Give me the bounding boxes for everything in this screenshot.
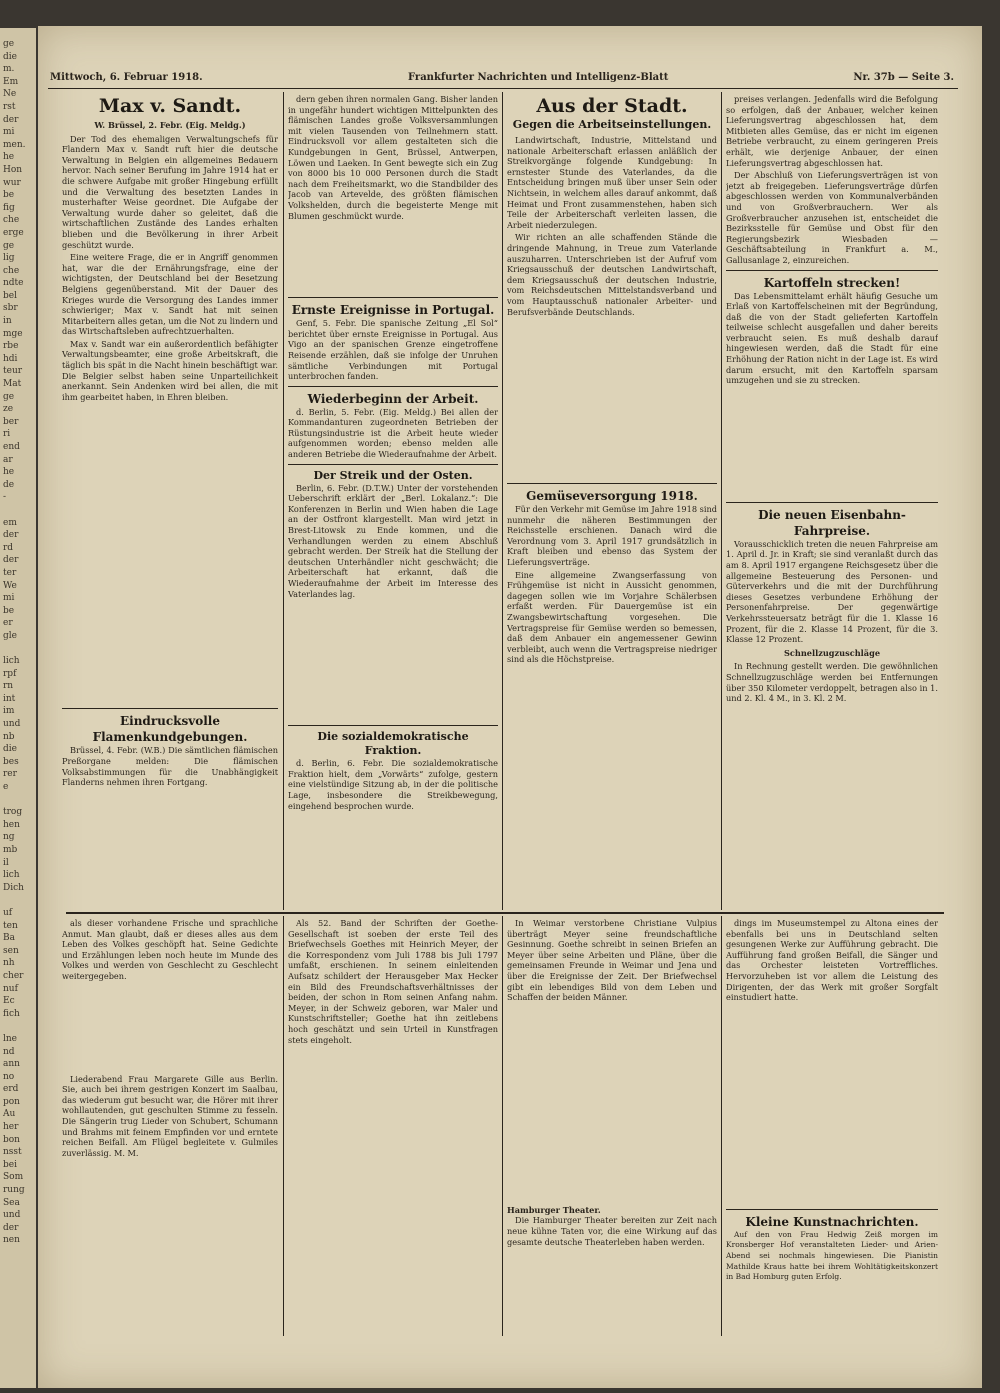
- article-paragraph: Max v. Sandt war ein außerordentlich befähigter Verwaltungsbeamter, eine große Arbeitskraft, die täglich bis spät in die Nacht hinein beschäftigt war. Die Belgier selbst haben seine Unparteilichkeit anerkannt. Sein Andenken wird bei allen, die mit ihm gearbeitet haben, in Ehren bleiben.: [62, 338, 278, 402]
- article-title-arbeitseinstellungen: Gegen die Arbeitseinstellungen.: [512, 118, 712, 131]
- masthead-page-number: Nr. 37b — Seite 3.: [853, 72, 954, 83]
- divider: [726, 502, 938, 503]
- section-rule: [66, 912, 944, 914]
- divider: [288, 464, 498, 465]
- article-paragraph: Auf den von Frau Hedwig Zeiß morgen im Kronsberger Hof veranstalteten Lieder- und Arien-Abend sei nochmals hingewiesen. Die Pianistin Mathilde Kraus hatte bei ihrem Wohltätigkeitskonzert in Bad Homburg guten Erfolg.: [726, 1229, 938, 1282]
- article-title-max-v-sandt: Max v. Sandt.: [98, 95, 242, 117]
- article-paragraph: Berlin, 6. Febr. (D.T.W.) Unter der vorstehenden Ueberschrift erklärt der „Berl. Lokalanz.“: Die Konferenzen in Berlin und Wien haben die Lage an der Ostfront klargestellt. Man wird jetzt in Brest-Litowsk zu Ende kommen, und die Verhandlungen werden zu einem Abschluß gebracht werden. Der Streik hat die Stellung der deutschen Unterhändler nicht geschwächt; die Arbeiterschaft hat erkannt, daß die Wiederaufnahme der Arbeit im Interesse des Vaterlandes lag.: [288, 482, 498, 599]
- masthead-title: Frankfurter Nachrichten und Intelligenz-Blatt: [408, 72, 669, 83]
- article-paragraph: Landwirtschaft, Industrie, Mittelstand und nationale Arbeiterschaft erlassen anläßlich der Streikvorgänge folgende Kundgebung: In ernstester Stunde des Vaterlandes, da die Entscheidung bringen muß über unser Sein oder Nichtsein, in welchem alles darauf ankommt, daß Heimat und Front zusammenstehen, haben sich Teile der Arbeiterschaft verleiten lassen, die Arbeit niederzulegen.: [507, 135, 717, 230]
- article-paragraph: Der Tod des ehemaligen Verwaltungschefs für Flandern Max v. Sandt ruft hier die deutsche Verwaltung in Belgien ein allgemeines Bedauern hervor. Nach seiner Berufung im Jahre 1914 hat er die schwere Aufgabe mit großer Hingebung erfüllt und die Verwaltung des besetzten Landes in musterhafter Weise geordnet. Die Aufgabe der Verwaltung wurde daher so geleitet, daß die wirtschaftlichen Zustände des Landes erhalten blieben und die Bevölkerung in ihrer Arbeit geschützt wurde.: [62, 133, 278, 250]
- article-paragraph: Eine weitere Frage, die er in Angriff genommen hat, war die der Ernährungsfrage, eine der wichtigsten, der Deutschland bei der Besetzung Belgiens gegenüberstand. Mit der Dauer des Krieges wurde die Versorgung des Landes immer schwieriger; Max v. Sandt hat mit seinen Mitarbeitern alles getan, um die Not zu lindern und das Wirtschaftsleben aufrechtzuerhalten.: [62, 252, 278, 337]
- spacer: [726, 388, 938, 498]
- masthead: [48, 70, 958, 89]
- divider: [288, 386, 498, 387]
- article-paragraph: d. Berlin, 5. Febr. (Eig. Meldg.) Bei allen der Kommandanturen zugeordneten Betrieben der Rüstungsindustrie ist die Arbeit heute wieder aufgenommen worden; ebenso melden alle anderen Betriebe die Wiederaufnahme der Arbeit.: [288, 406, 498, 460]
- column-rule: [721, 92, 722, 910]
- article-paragraph: Eine allgemeine Zwangserfassung von Frühgemüse ist nicht in Aussicht genommen, dagegen sollen wie im Vorjahre Schälerbsen erfaßt werden. Für Dauergemüse ist ein Zwangsbewirtschaftung vorgesehen. Die Vertragspreise für Gemüse werden so bemessen, daß dem Anbauer ein angemessener Gewinn verbleibt, auch wenn die Vertragspreise niedriger sind als die Höchstpreise.: [507, 569, 717, 665]
- divider: [507, 483, 717, 484]
- article-paragraph: als dieser vorhandene Frische und sprachliche Anmut. Man glaubt, daß er dieses alles aus dem Leben des Volkes geschöpft hat. Seine Gedichte und Erzählungen leben noch heute im Munde des Volkes und werden von Geschlecht zu Geschlecht weitergegeben.: [62, 918, 278, 981]
- divider: [726, 1209, 938, 1210]
- article-title-flamenkundgebungen: Eindrucksvolle Flamenkundgebungen.: [92, 714, 248, 745]
- article-title-fahrpreise: Die neuen Eisenbahn-Fahrpreise.: [758, 507, 906, 538]
- masthead-date: Mittwoch, 6. Februar 1918.: [50, 72, 203, 83]
- article-paragraph: dings im Museumstempel zu Altona eines der ebenfalls bei uns in Deutschland selten gesungenen Werke zur Aufführung gebracht. Die Aufführung fand großen Beifall, die Sänger und das Orchester leisteten Vortreffliches. Hervorzuheben ist vor allem die Leistung des Dirigenten, der das Werk mit großer Sorgfalt einstudiert hatte.: [726, 918, 938, 1003]
- divider: [288, 297, 498, 298]
- column-2: [288, 94, 498, 908]
- bottom-column-3: [507, 918, 717, 1338]
- bottom-column-4: [726, 918, 938, 1338]
- article-paragraph: In Rechnung gestellt werden. Die gewöhnlichen Schnellzugzuschläge werden bei Entfernungen über 350 Kilometer verdoppelt, betragen also in 1. und 2. Kl. 4 M., in 3. Kl. 2 M.: [726, 661, 938, 704]
- bottom-column-1: [62, 918, 278, 1338]
- column-rule: [283, 916, 284, 1336]
- column-rule: [283, 92, 284, 910]
- column-4: [726, 94, 938, 908]
- spacer: [62, 984, 278, 1074]
- column-rule: [502, 92, 503, 910]
- adjacent-page-text: ge die m. Em Ne rst der mi men. he Hon wur be fig che erge ge lig che ndte bel sbr in mge rbe hdi teur Mat ge ze ber ri end ar he de - em der rd der ter We mi be er gle lich rpf rn int im und nb die bes rer e trog hen ng mb il lich Dich uf ten Ba sen nh cher nuf Ec fich lne nd ann no erd pon Au her bon nsst bei Som rung Sea und der nen: [3, 39, 26, 1246]
- article-title-wiederbeginn: Wiederbeginn der Arbeit.: [307, 391, 479, 406]
- column-1: [62, 94, 278, 908]
- spacer: [62, 404, 278, 704]
- article-title-fraktion: Die sozialdemokratische Fraktion.: [317, 730, 469, 758]
- article-paragraph: Die Hamburger Theater bereiten zur Zeit nach neue kühne Taten vor, die eine Wirkung auf das gesamte deutsche Theaterleben haben werden.: [507, 1215, 717, 1247]
- article-paragraph: In Weimar verstorbene Christiane Vulpius überträgt Meyer seine freundschaftliche Gesinnung. Goethe schreibt in seinen Briefen an Meyer über seine Arbeiten und Pläne, über die gemeinsamen Freunde in Weimar und Jena und über die Ereignisse der Zeit. Der Briefwechsel gibt ein lebendiges Bild von dem Leben und Schaffen der beiden Männer.: [507, 918, 717, 1003]
- spacer: [288, 601, 498, 721]
- column-rule: [502, 916, 503, 1336]
- article-paragraph: Liederabend Frau Margarete Gille aus Berlin. Sie, auch bei ihrem gestrigen Konzert im Saalbau, das wiederum gut besucht war, die Hörer mit ihrer wohllautenden, gut geschulten Stimme zu fesseln. Die Sängerin trug Lieder von Schubert, Schumann und Brahms mit feinem Empfinden vor und erntete reichen Beifall. Am Flügel begleitete v. Gulmiles zuverlässig. M. M.: [62, 1073, 278, 1158]
- dateline: W. Brüssel, 2. Febr. (Eig. Meldg.): [94, 120, 246, 130]
- article-title-portugal: Ernste Ereignisse in Portugal.: [291, 303, 495, 318]
- article-paragraph: preises verlangen. Jedenfalls wird die Befolgung so erfolgen, daß der Anbauer, welcher keinen Lieferungsvertrag abgeschlossen hat, dem Mitbieten alles Gemüse, das er nicht im eigenen Betriebe verbraucht, zu einem geringeren Preis erhält, wie derjenige Anbauer, der einen Lieferungsvertrag abgeschlossen hat.: [726, 94, 938, 168]
- spacer: [288, 223, 498, 293]
- article-paragraph: Vorausschicklich treten die neuen Fahrpreise am 1. April d. Jr. in Kraft; sie sind veranlaßt durch das am 8. April 1917 ergangene Reichsgesetz über die allgemeine Besteuerung des Personen- und Güterverkehrs und die mit der Durchführung dieses Gesetzes verbundene Erhöhung der Personenfahrpreise. Der gegenwärtige Verkehrssteuersatz beträgt für die 1. Klasse 16 Prozent, für die 2. Klasse 14 Prozent, für die 3. Klasse 12 Prozent.: [726, 538, 938, 645]
- column-3: [507, 94, 717, 908]
- adjacent-page-edge: [0, 28, 36, 1388]
- article-title-kartoffeln: Kartoffeln strecken!: [763, 275, 901, 290]
- article-paragraph: Der Abschluß von Lieferungsverträgen ist von jetzt ab freigegeben. Lieferungsverträge dürfen abgeschlossen werden von Kommunalverbänden und von Großverbrauchern. Wer als Großverbraucher anzusehen ist, entscheidet die Bezirksstelle für Gemüse und Obst für den Regierungsbezirk Wiesbaden — Geschäftsabteilung in Frankfurt a. M., Gallusanlage 2, einzureichen.: [726, 170, 938, 265]
- article-paragraph: Genf, 5. Febr. Die spanische Zeitung „El Sol“ berichtet über ernste Ereignisse in Portugal. Aus Vigo an der spanischen Grenze eingetroffene Reisende erzählen, daß sie infolge der Unruhen sämtliche Verbindungen mit Portugal unterbrochen fanden.: [288, 318, 498, 382]
- article-paragraph: Wir richten an alle schaffenden Stände die dringende Mahnung, in Treue zum Vaterlande auszuharren. Unterschrieben ist der Aufruf vom Kriegsausschuß der deutschen Landwirtschaft, dem Kriegsausschuß der deutschen Industrie, vom Reichsdeutschen Mittelstandsverband und vom Hauptausschuß nationaler Arbeiter- und Berufsverbände Deutschlands.: [507, 232, 717, 317]
- section-title-aus-der-stadt: Aus der Stadt.: [536, 95, 688, 117]
- article-title-hamburger-theater: Hamburger Theater.: [507, 1204, 601, 1215]
- article-paragraph: Für den Verkehr mit Gemüse im Jahre 1918 sind nunmehr die näheren Bestimmungen der Reichsstelle erschienen. Danach wird die Verordnung vom 3. April 1917 grundsätzlich in Kraft bleiben und ebenso das System der Lieferungsverträge.: [507, 504, 717, 568]
- spacer: [507, 319, 717, 479]
- article-paragraph: Das Lebensmittelamt erhält häufig Gesuche um Erlaß von Kartoffelscheinen mit der Begründung, daß die von der Stadt gelieferten Kartoffeln teilweise schlecht ausgefallen und daher bereits verbraucht seien. Es muß deshalb darauf hingewiesen werden, daß die Stadt für eine Erhöhung der Ration nicht in der Lage ist. Es wird darum ersucht, mit den Kartoffeln sparsam umzugehen und sie zu strecken.: [726, 290, 938, 386]
- column-rule: [721, 916, 722, 1336]
- article-paragraph: dern geben ihren normalen Gang. Bisher landen in ungefähr hundert wichtigen Mittelpunkten des flämischen Landes große Volksversammlungen mit vielen Tausenden von Teilnehmern statt. Eindrucksvoll vor allem gestalteten sich die Kundgebungen in Gent, Brüssel, Antwerpen, Löwen und Laeken. In Gent bewegte sich ein Zug von 8000 bis 10 000 Personen durch die Stadt nach dem Freiheitsmarkt, wo die Standbilder des Jacob van Artevelde, des größten flämischen Volkshelden, durch die begeisterte Menge mit Blumen geschmückt wurde.: [288, 94, 498, 221]
- subheading: Schnellzugzuschläge: [783, 647, 881, 658]
- spacer: [507, 1005, 717, 1205]
- article-paragraph: Als 52. Band der Schriften der Goethe-Gesellschaft ist soeben der erste Teil des Briefwechsels Goethes mit Heinrich Meyer, der die Korrespondenz vom Juli 1788 bis Juli 1797 umfaßt, erschienen. In seinem einleitenden Aufsatz schildert der Herausgeber Max Hecker ein Bild des Freundschaftsverhältnisses der beiden, der schon in Rom seinen Anfang nahm. Meyer, in der Schweiz geboren, war Maler und Kunstschriftsteller; Goethe hat ihn zeitlebens hoch geschätzt und sein Urteil in Kunstfragen stets eingeholt.: [288, 918, 498, 1045]
- article-title-kunstnachrichten: Kleine Kunstnachrichten.: [745, 1214, 919, 1229]
- article-paragraph: d. Berlin, 6. Febr. Die sozialdemokratische Fraktion hielt, dem „Vorwärts“ zufolge, gestern eine vielstündige Sitzung ab, in der die politische Lage, insbesondere die Streikbewegung, eingehend besprochen wurde.: [288, 758, 498, 811]
- spacer: [726, 1005, 938, 1205]
- divider: [288, 725, 498, 726]
- article-title-gemueseversorgung: Gemüseversorgung 1918.: [526, 489, 698, 504]
- divider: [62, 708, 278, 709]
- article-paragraph: Brüssel, 4. Febr. (W.B.) Die sämtlichen flämischen Preßorgane melden: Die flämischen Volksabstimmungen für die Unabhängigkeit Flanderns nehmen ihren Fortgang.: [62, 745, 278, 788]
- bottom-column-2: [288, 918, 498, 1338]
- article-title-streik-osten: Der Streik und der Osten.: [313, 468, 473, 482]
- divider: [726, 270, 938, 271]
